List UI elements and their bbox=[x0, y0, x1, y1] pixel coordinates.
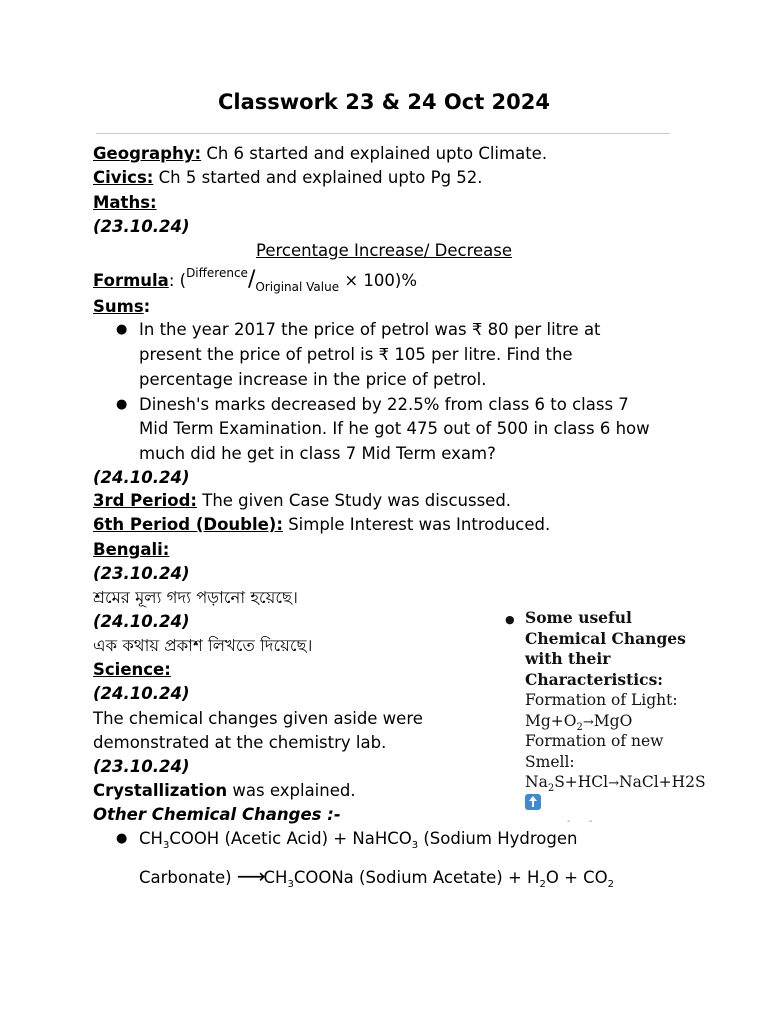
sums-colon: : bbox=[143, 297, 151, 316]
science-date-2: (23.10.24) bbox=[93, 757, 190, 776]
eq-subscript: 3 bbox=[162, 840, 170, 851]
eq-text: (Sodium Hydrogen bbox=[418, 829, 578, 848]
up-arrow-icon bbox=[525, 794, 541, 810]
geography-line bbox=[93, 142, 547, 166]
eq-subscript: 2 bbox=[576, 722, 583, 733]
formula-denominator: Original Value bbox=[255, 280, 340, 294]
title-divider bbox=[96, 133, 670, 134]
eq-text: CH bbox=[263, 868, 288, 887]
inset-smell-equation bbox=[525, 772, 706, 796]
bullet-icon: ● bbox=[116, 831, 128, 846]
bengali-heading bbox=[93, 538, 169, 562]
maths-formula bbox=[93, 268, 417, 294]
eq-subscript: 2 bbox=[539, 879, 546, 890]
sum-2-line-1: Dinesh's marks decreased by 22.5% from class 6 to class 7 bbox=[139, 395, 629, 414]
equation-line-1 bbox=[139, 827, 577, 855]
eq-text: COOH (Acetic Acid) + NaHCO bbox=[169, 829, 412, 848]
crystallization-line bbox=[93, 779, 356, 803]
geography-text: Ch 6 started and explained upto Climate. bbox=[201, 144, 548, 163]
period-6-text: Simple Interest was Introduced. bbox=[282, 515, 551, 534]
reaction-arrow-icon: → bbox=[582, 715, 594, 730]
eq-text: COONa (Sodium Acetate) + H bbox=[293, 868, 540, 887]
eq-subscript: 2 bbox=[607, 879, 615, 890]
science-text-1a: The chemical changes given aside were bbox=[93, 709, 423, 728]
science-date-1: (24.10.24) bbox=[93, 684, 190, 703]
reaction-arrow-icon: ⟶ bbox=[236, 864, 264, 888]
inset-light-label: Formation of Light: bbox=[525, 691, 678, 709]
eq-text: Mg+O bbox=[525, 712, 577, 730]
maths-label: Maths: bbox=[93, 193, 157, 212]
period-6-label: 6th Period (Double): bbox=[93, 515, 283, 534]
maths-date-1: (23.10.24) bbox=[93, 217, 190, 236]
inset-heading-3: with their bbox=[525, 649, 611, 668]
bullet-icon: ● bbox=[116, 397, 128, 412]
crystallization-rest: was explained. bbox=[227, 781, 356, 800]
geography-label: Geography: bbox=[93, 144, 202, 163]
other-chemical-changes-heading: Other Chemical Changes :- bbox=[93, 805, 341, 824]
sum-2-line-3: much did he get in class 7 Mid Term exam? bbox=[139, 444, 496, 463]
sums-heading bbox=[93, 295, 150, 319]
eq-text: S+HCl bbox=[554, 773, 609, 791]
sums-label: Sums bbox=[93, 297, 144, 316]
science-label: Science: bbox=[93, 660, 171, 679]
eq-text: Na bbox=[525, 773, 548, 791]
maths-date-2: (24.10.24) bbox=[93, 468, 190, 487]
sum-2-line-2: Mid Term Examination. If he got 475 out of 500 in class 6 how bbox=[139, 419, 650, 438]
eq-subscript: 2 bbox=[547, 783, 555, 794]
bullet-icon: ● bbox=[116, 322, 128, 337]
formula-label: Formula bbox=[93, 271, 169, 290]
eq-subscript: 3 bbox=[287, 879, 294, 890]
eq-subscript: 3 bbox=[411, 840, 419, 851]
formula-slash: / bbox=[247, 267, 256, 292]
civics-line bbox=[93, 166, 483, 190]
sum-1-line-2: present the price of petrol is ₹ 105 per litre. Find the bbox=[139, 345, 573, 364]
bengali-date-2: (24.10.24) bbox=[93, 612, 190, 631]
eq-text: CH bbox=[139, 829, 163, 848]
sum-1-line-1: In the year 2017 the price of petrol was ₹ 80 per litre at bbox=[139, 320, 601, 339]
science-heading bbox=[93, 658, 171, 682]
bengali-label: Bengali: bbox=[93, 540, 170, 559]
inset-heading-1: Some useful bbox=[525, 608, 632, 627]
crystallization-term: Crystallization bbox=[93, 781, 228, 800]
period-3-line bbox=[93, 489, 511, 513]
period-3-label: 3rd Period: bbox=[93, 491, 197, 510]
formula-tail: × 100)% bbox=[339, 271, 418, 290]
page-title: Classwork 23 & 24 Oct 2024 bbox=[217, 90, 551, 114]
maths-heading bbox=[93, 191, 157, 215]
civics-label: Civics: bbox=[93, 168, 154, 187]
maths-topic: Percentage Increase/ Decrease bbox=[255, 241, 513, 260]
science-text-1b: demonstrated at the chemistry lab. bbox=[93, 733, 387, 752]
cut-mark: - bbox=[589, 816, 593, 827]
formula-open: : ( bbox=[168, 271, 187, 290]
bullet-icon: ● bbox=[505, 613, 515, 626]
bengali-text-1: শ্রমের মূল্য গদ্য পড়ানো হয়েছে। bbox=[93, 588, 298, 607]
equation-line-2 bbox=[139, 864, 614, 894]
eq-text: MgO bbox=[593, 712, 633, 730]
formula-numerator: Difference bbox=[186, 266, 248, 280]
sum-1-line-3: percentage increase in the price of petrol. bbox=[139, 370, 487, 389]
period-3-text: The given Case Study was discussed. bbox=[197, 491, 512, 510]
eq-text: NaCl+H2S bbox=[619, 773, 706, 791]
inset-smell-line-1: Formation of new bbox=[525, 732, 664, 750]
civics-text: Ch 5 started and explained upto Pg 52. bbox=[153, 168, 483, 187]
period-6-line bbox=[93, 513, 550, 537]
bengali-text-2: এক কথায় প্রকাশ লিখতে দিয়েছে। bbox=[93, 636, 313, 655]
inset-heading-2: Chemical Changes bbox=[525, 629, 686, 648]
eq-text: O + CO bbox=[545, 868, 608, 887]
cut-mark: - bbox=[567, 816, 571, 827]
inset-heading-4: Characteristics: bbox=[525, 670, 664, 689]
inset-smell-line-2: Smell: bbox=[525, 753, 575, 771]
chemical-changes-inset bbox=[497, 602, 707, 827]
reaction-arrow-icon: → bbox=[608, 776, 620, 791]
eq-text: Carbonate) bbox=[139, 868, 237, 887]
bengali-date-1: (23.10.24) bbox=[93, 564, 190, 583]
